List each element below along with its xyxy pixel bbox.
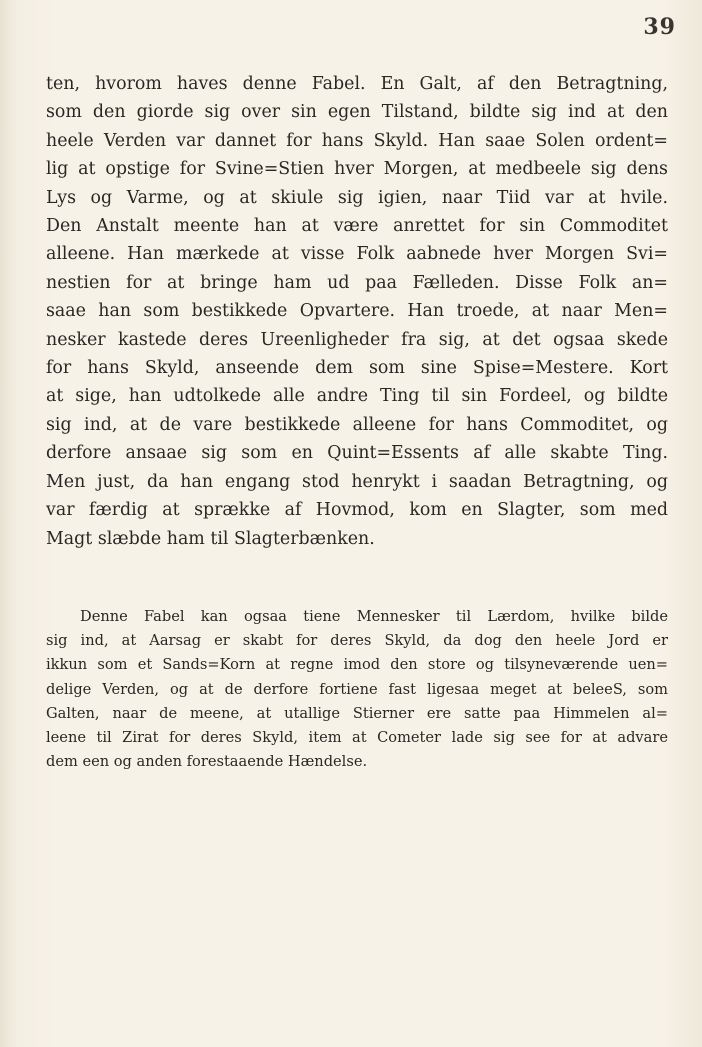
main-text-line: var færdig at sprække af Hovmod, kom en Slagter, som med xyxy=(46,500,668,521)
main-text-line: som den giorde sig over sin egen Tilstand, bildte sig ind at den xyxy=(46,102,668,123)
main-text-line: derfore ansaae sig som en Quint=Essents af alle skabte Ting. xyxy=(46,443,668,464)
note-text-line: sig ind, at Aarsag er skabt for deres Skyld, da dog den heele Jord er xyxy=(46,632,668,650)
main-text-line: alleene. Han mærkede at visse Folk aabnede hver Morgen Svi= xyxy=(46,244,668,265)
main-text-line: sig ind, at de vare bestikkede alleene for hans Commoditet, og xyxy=(46,414,668,435)
main-text-line: heele Verden var dannet for hans Skyld. Han saae Solen ordent= xyxy=(46,130,668,151)
main-text-line: Men just, da han engang stod henrykt i saadan Betragtning, og xyxy=(46,471,668,492)
note-text-line: leene til Zirat for deres Skyld, item at Cometer lade sig see for at advare xyxy=(46,729,668,747)
main-text-line: nesker kastede deres Ureenligheder fra sig, at det ogsaa skede xyxy=(46,329,668,350)
main-text-line: at sige, han udtolkede alle andre Ting til sin Fordeel, og bildte xyxy=(46,386,668,407)
main-text-line: Den Anstalt meente han at være anrettet for sin Commoditet xyxy=(46,216,668,237)
main-text-line: ten, hvorom haves denne Fabel. En Galt, af den Betragtning, xyxy=(46,74,668,94)
main-text-line: Lys og Varme, og at skiule sig igien, naar Tiid var at hvile. xyxy=(46,187,668,208)
note-text-line: Galten, naar de meene, at utallige Stierner ere satte paa Himmelen al= xyxy=(46,704,668,722)
note-text-line: dem een og anden forestaaende Hændelse. xyxy=(46,753,368,771)
note-text-block xyxy=(46,605,668,774)
page-number: 39 xyxy=(643,14,676,40)
main-text-line: Magt slæbde ham til Slagterbænken. xyxy=(46,528,375,549)
main-text-line: for hans Skyld, anseende dem som sine Spise=Mestere. Kort xyxy=(46,358,668,379)
note-text-line: delige Verden, og at de derfore fortiene fast ligesaa meget at beleeS, som xyxy=(46,680,668,698)
main-text-line: saae han som bestikkede Opvartere. Han troede, at naar Men= xyxy=(46,301,668,322)
main-text-line: nestien for at bringe ham ud paa Fælleden. Disse Folk an= xyxy=(46,272,668,293)
main-text-block xyxy=(46,70,668,553)
main-text-line: lig at opstige for Svine=Stien hver Morgen, at medbeele sig dens xyxy=(46,159,668,180)
note-text-line: ikkun som et Sands=Korn at regne imod den store og tilsyneværende uen= xyxy=(46,656,668,674)
note-text-line: Denne Fabel kan ogsaa tiene Mennesker til Lærdom, hvilke bilde xyxy=(80,608,668,625)
